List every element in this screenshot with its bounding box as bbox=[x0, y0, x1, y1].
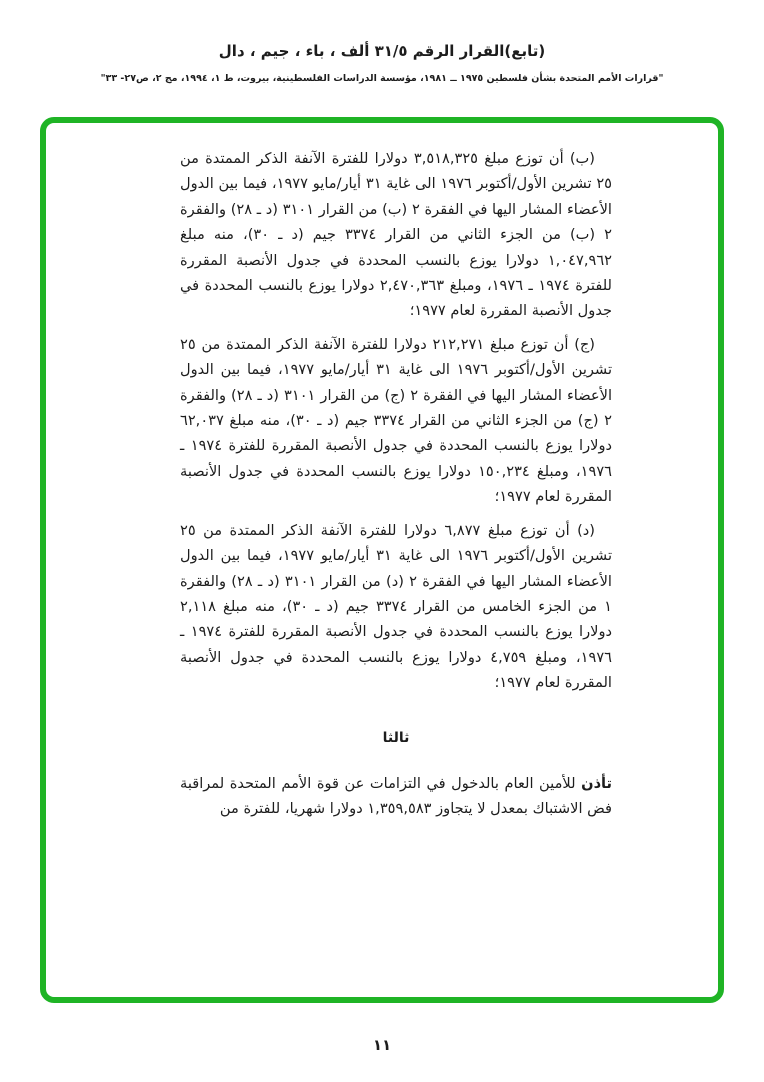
document-title: (تابع)القرار الرقم ٣١/٥ ألف ، باء ، جيم ، دال bbox=[218, 42, 546, 60]
source-citation: "قرارات الأمم المتحدة بشأن فلسطين ١٩٧٥ ــ ١٩٨١، مؤسسة الدراسات الفلسطينية، بيروت، ط ١، ١٩٩٤، مج ٢، ص٢٧- ٣٣" bbox=[100, 73, 664, 84]
section-heading-thalithan: ثالثا bbox=[382, 729, 410, 746]
paragraph-jim: (ج) أن توزع مبلغ ٢١٢,٢٧١ دولارا للفترة الآنفة الذكر الممتدة من ٢٥ تشرين الأول/أكتوبر ١٩٧٦ الى غاية ٣١ أيار/مايو ١٩٧٧، فيما بين الدول الأعضاء المشار اليها في الفقرة ٢ (ج) من القرار ٣١٠١ (د ـ ٢٨) والفقرة ٢ (ج) من الجزء الثاني من القرار ٣٣٧٤ جيم (د ـ ٣٠)، منه مبلغ ٦٢,٠٣٧ دولارا يوزع بالنسب المحددة في جدول الأنصبة المقررة للفترة ١٩٧٤ ـ ١٩٧٦، ومبلغ ١٥٠,٢٣٤ دولارا يوزع بالنسب المحددة في جدول الأنصبة المقررة لعام ١٩٧٧؛ bbox=[180, 335, 613, 506]
paragraph-dal: (د) أن توزع مبلغ ٦,٨٧٧ دولارا للفترة الآنفة الذكر الممتدة من ٢٥ تشرين الأول/أكتوبر ١٩٧٦ الى غاية ٣١ أيار/مايو ١٩٧٧، فيما بين الدول الأعضاء المشار اليها في الفقرة ٢ (د) من القرار ٣١٠١ (د ـ ٢٨) والفقرة ١ من الجزء الخامس من القرار ٣٣٧٤ جيم (د ـ ٣٠)، منه مبلغ ٢,١١٨ دولارا يوزع بالنسب المحددة في جدول الأنصبة المقررة للفترة ١٩٧٤ ـ ١٩٧٦، ومبلغ ٤,٧٥٩ دولارا يوزع بالنسب المحددة في جدول الأنصبة المقررة لعام ١٩٧٧؛ bbox=[180, 521, 613, 692]
closing-lead-word: تأذن bbox=[581, 774, 613, 792]
page-header bbox=[0, 42, 764, 84]
closing-text: للأمين العام بالدخول في التزامات عن قوة الأمم المتحدة لمراقبة فض الاشتباك بمعدل لا يتجاوز ١,٣٥٩,٥٨٣ دولارا شهريا، للفترة من bbox=[180, 774, 612, 818]
closing-paragraph bbox=[180, 771, 612, 822]
page-number: ١١ bbox=[372, 1036, 392, 1054]
paragraph-b: (ب) أن توزع مبلغ ٣,٥١٨,٣٢٥ دولارا للفترة الآنفة الذكر الممتدة من ٢٥ تشرين الأول/أكتوبر ١٩٧٦ الى غاية ٣١ أيار/مايو ١٩٧٧، فيما بين الدول الأعضاء المشار اليها في الفقرة ٢ (ب) من القرار ٣١٠١ (د ـ ٢٨) والفقرة ٢ (ب) من الجزء الثاني من القرار ٣٣٧٤ جيم (د ـ ٣٠)، منه مبلغ ١,٠٤٧,٩٦٢ دولارا يوزع بالنسب المحددة في جدول الأنصبة المقررة للفترة ١٩٧٤ ـ ١٩٧٦، ومبلغ ٢,٤٧٠,٣٦٣ دولارا يوزع بالنسب المحددة في جدول الأنصبة المقررة لعام ١٩٧٧؛ bbox=[180, 150, 613, 320]
document-body bbox=[180, 146, 612, 830]
